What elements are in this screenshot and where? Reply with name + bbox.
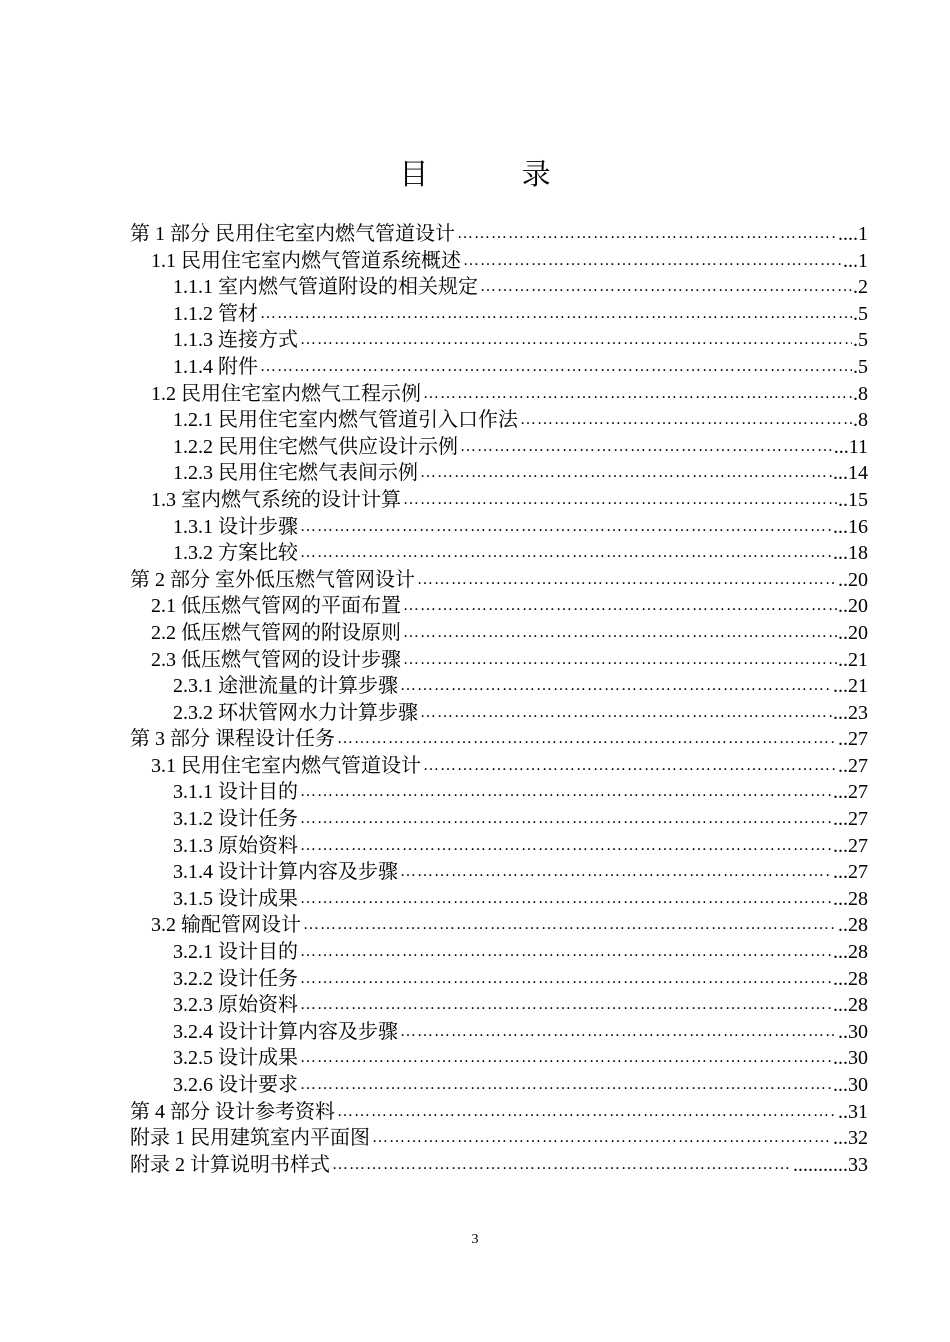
toc-entry-page: ..20 [838,621,868,644]
toc-entry-label: 1.2.2 民用住宅燃气供应设计示例 [173,435,458,458]
toc-entry-page: .2 [853,276,868,299]
toc-entry[interactable] [130,274,868,301]
toc-entry-page: ...18 [833,542,868,565]
toc-entry-label: 第 4 部分 设计参考资料 [130,1100,335,1123]
toc-entry[interactable] [130,966,868,993]
toc-entry[interactable] [130,221,868,248]
toc-entry-label: 1.1.2 管材 [173,302,258,325]
toc-entry-page: ...1 [843,249,868,272]
toc-entry[interactable] [130,673,868,700]
toc-entry-page: ...27 [833,781,868,804]
toc-entry-label: 3.2.1 设计目的 [173,941,298,964]
toc-entry-label: 3.2.4 设计计算内容及步骤 [173,1020,398,1043]
toc-entry-label: 1.2 民用住宅室内燃气工程示例 [151,382,421,405]
toc-entry-label: 1.1.1 室内燃气管道附设的相关规定 [173,276,478,299]
toc-entry-label: 3.1.2 设计任务 [173,808,298,831]
toc-entry-label: 2.2 低压燃气管网的附设原则 [151,621,401,644]
toc-entry-label: 3.1.5 设计成果 [173,887,298,910]
toc-entry-page: ..27 [838,754,868,777]
toc-entry-page: .8 [853,382,868,405]
toc-entry-page: ...30 [833,1074,868,1096]
toc-entry-page: .8 [853,409,868,432]
toc-entry-label: 附录 1 民用建筑室内平面图 [130,1127,370,1150]
toc-leader-dots [300,939,832,966]
toc-entry[interactable] [130,567,868,594]
toc-entry[interactable] [130,354,868,381]
toc-entry-label: 3.2.3 原始资料 [173,994,298,1017]
toc-entry-label: 3.1.3 原始资料 [173,834,298,857]
toc-entry[interactable] [130,939,868,966]
toc-entry[interactable] [130,647,868,674]
toc-entry-label: 1.2.3 民用住宅燃气表间示例 [173,462,418,485]
toc-leader-dots [300,514,832,541]
toc-leader-dots [480,274,852,301]
toc-leader-dots [423,753,837,780]
toc-leader-dots [463,248,842,275]
toc-entry-page: ..15 [838,488,868,511]
toc-entry-page: ..21 [838,648,868,671]
toc-leader-dots [457,221,837,248]
toc-leader-dots [300,806,832,833]
toc-entry-label: 2.3 低压燃气管网的设计步骤 [151,648,401,671]
toc-entry[interactable] [130,248,868,275]
toc-leader-dots [423,381,852,408]
toc-entry[interactable] [130,1072,868,1099]
toc-entry-label: 3.2.5 设计成果 [173,1047,298,1070]
toc-entry-label: 3.1.1 设计目的 [173,781,298,804]
toc-entry-page: ...28 [833,941,868,964]
page-title: 目 录 [399,157,593,191]
toc-leader-dots [337,1099,837,1126]
toc-entry-label: 1.3.2 方案比较 [173,542,298,565]
toc-entry[interactable] [130,620,868,647]
toc-leader-dots [300,540,832,567]
toc-entry-label: 2.3.1 途泄流量的计算步骤 [173,675,398,698]
toc-leader-dots [403,647,837,674]
toc-entry-label: 2.3.2 环状管网水力计算步骤 [173,701,418,724]
toc-leader-dots [300,833,832,860]
toc-entry-label: 3.1.4 设计计算内容及步骤 [173,861,398,884]
toc-entry[interactable] [130,434,868,461]
toc-entry-page: .5 [853,355,868,378]
toc-leader-dots [400,1019,837,1046]
toc-entry-page: ...28 [833,967,868,990]
toc-entry[interactable] [130,460,868,487]
toc-leader-dots [303,912,837,939]
toc-entry-page: ...32 [833,1127,868,1150]
toc-leader-dots [403,487,837,514]
toc-entry-page: ...14 [833,462,868,485]
toc-entry-page: ....1 [838,223,868,245]
toc-entry[interactable] [130,1019,868,1046]
toc-entry-page: ...23 [833,701,868,724]
toc-entry-page: ...28 [833,887,868,910]
toc-entry-page: ..30 [838,1020,868,1043]
toc-entry[interactable] [130,859,868,886]
toc-leader-dots [403,620,837,647]
toc-leader-dots [260,301,852,328]
toc-entry-page: ..28 [838,914,868,937]
toc-leader-dots [420,460,832,487]
toc-entry-page: .5 [853,329,868,352]
toc-entry-page: ...........33 [793,1153,868,1176]
toc-entry-label: 3.2 输配管网设计 [151,914,301,937]
toc-entry[interactable] [130,407,868,434]
toc-entry-label: 1.2.1 民用住宅室内燃气管道引入口作法 [173,409,518,432]
toc-entry-page: ...16 [833,515,868,538]
toc-entry-page: ...27 [833,861,868,884]
toc-entry-label: 第 3 部分 课程设计任务 [130,728,335,751]
toc-entry[interactable] [130,833,868,860]
toc-entry[interactable] [130,593,868,620]
toc-entry[interactable] [130,1045,868,1072]
toc-entry[interactable] [130,1125,868,1152]
toc-entry-page: ...28 [833,994,868,1017]
toc-leader-dots [300,1045,832,1072]
toc-leader-dots [372,1125,832,1152]
toc-entry-label: 第 1 部分 民用住宅室内燃气管道设计 [130,223,455,245]
toc-entry[interactable] [130,381,868,408]
toc-entry-page: ..20 [838,568,868,591]
toc-leader-dots [332,1152,792,1179]
toc-leader-dots [300,966,832,993]
toc-entry-page: .5 [853,302,868,325]
toc-entry[interactable] [130,540,868,567]
toc-leader-dots [300,1072,832,1099]
toc-entry-page: ...27 [833,808,868,831]
toc-entry-page: ...30 [833,1047,868,1070]
toc-entry-label: 1.3.1 设计步骤 [173,515,298,538]
toc-entry[interactable] [130,514,868,541]
toc-entry-label: 附录 2 计算说明书样式 [130,1153,330,1176]
toc-entry[interactable] [130,1099,868,1126]
toc-entry-page: ...11 [833,435,868,458]
toc-leader-dots [520,407,852,434]
toc-leader-dots [400,673,832,700]
toc-entry[interactable] [130,886,868,913]
toc-leader-dots [300,779,832,806]
toc-leader-dots [417,567,837,594]
toc-leader-dots [300,327,852,354]
toc-entry[interactable] [130,779,868,806]
toc-entry-page: ..27 [838,728,868,751]
toc-leader-dots [400,859,832,886]
toc-entry-page: ...21 [833,675,868,698]
toc-leader-dots [300,992,832,1019]
toc-leader-dots [403,593,837,620]
toc-entry-page: ..31 [838,1100,868,1123]
toc-leader-dots [460,434,833,461]
toc-entry-label: 2.1 低压燃气管网的平面布置 [151,595,401,618]
toc-entry-label: 3.2.2 设计任务 [173,967,298,990]
toc-entry[interactable] [130,487,868,514]
toc-entry-page: ..20 [838,595,868,618]
toc-entry-label: 3.2.6 设计要求 [173,1074,298,1096]
toc-leader-dots [300,886,832,913]
toc-entry[interactable] [130,992,868,1019]
toc-entry-label: 第 2 部分 室外低压燃气管网设计 [130,568,415,591]
toc-entry-label: 1.3 室内燃气系统的设计计算 [151,488,401,511]
toc-entry-label: 1.1 民用住宅室内燃气管道系统概述 [151,249,461,272]
toc-leader-dots [260,354,852,381]
toc-entry[interactable] [130,327,868,354]
toc-leader-dots [337,726,837,753]
toc-entry-label: 1.1.3 连接方式 [173,329,298,352]
table-of-contents [130,221,868,1178]
toc-entry[interactable] [130,912,868,939]
toc-entry[interactable] [130,726,868,753]
toc-entry[interactable] [130,1152,868,1179]
toc-entry[interactable] [130,806,868,833]
toc-entry[interactable] [130,301,868,328]
toc-entry-label: 3.1 民用住宅室内燃气管道设计 [151,754,421,777]
toc-entry[interactable] [130,753,868,780]
toc-entry-label: 1.1.4 附件 [173,355,258,378]
toc-leader-dots [420,700,832,727]
page-number: 3 [471,1232,479,1247]
toc-entry[interactable] [130,700,868,727]
toc-entry-page: ...27 [833,834,868,857]
